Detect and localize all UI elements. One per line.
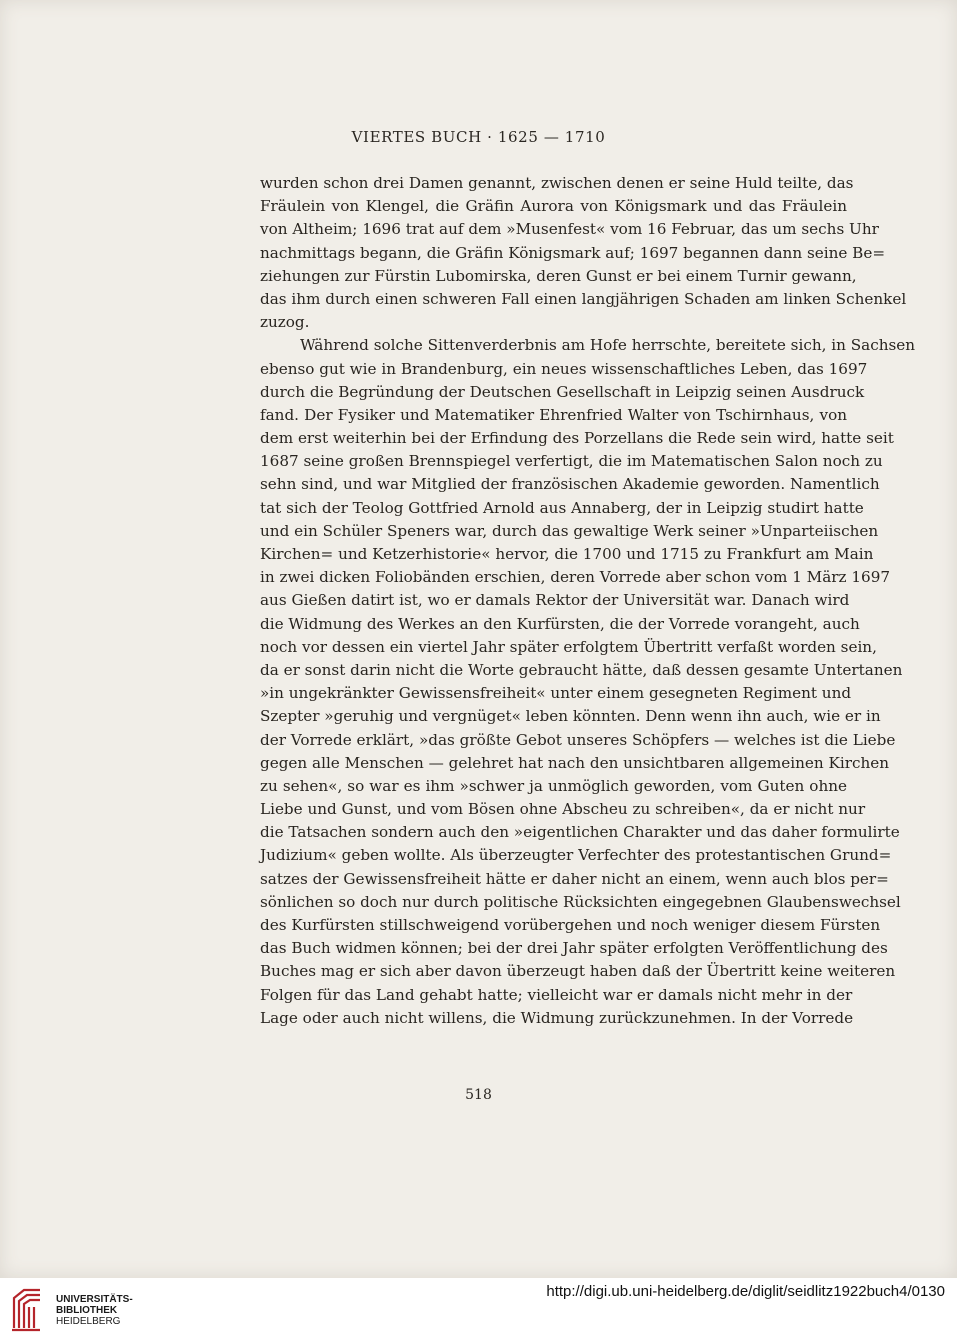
- text-line: »in ungekränkter Gewissensfreiheit« unter einem gesegneten Regiment und: [260, 684, 852, 703]
- text-line: und ein Schüler Speners war, durch das gewaltige Werk seiner »Unparteiischen: [260, 521, 879, 540]
- text-line: durch die Begründung der Deutschen Gesellschaft in Leipzig seinen Ausdruck: [260, 382, 865, 401]
- running-head: VIERTES BUCH · 1625 — 1710: [351, 128, 606, 146]
- text-line: des Kurfürsten stillschweigend vorübergehen und noch weniger diesem Fürsten: [260, 916, 881, 934]
- text-line: ebenso gut wie in Brandenburg, ein neues wissenschaftliches Leben, das 1697: [260, 359, 868, 378]
- text-line: Kirchen= und Ketzerhistorie« hervor, die 1700 und 1715 zu Frankfurt am Main: [260, 545, 874, 563]
- text-line: in zwei dicken Foliobänden erschien, deren Vorrede aber schon vom 1 März 1697: [260, 568, 891, 587]
- library-name-line: UNIVERSITÄTS-: [56, 1294, 133, 1305]
- permalink-url[interactable]: http://digi.ub.uni-heidelberg.de/diglit/seidlitz1922buch4/0130: [546, 1283, 945, 1300]
- text-line: Folgen für das Land gehabt hatte; vielleicht war er damals nicht mehr in der: [260, 985, 853, 1004]
- text-line: Lage oder auch nicht willens, die Widmung zurückzunehmen. In der Vorrede: [260, 1008, 854, 1027]
- body-text: [260, 172, 916, 1030]
- text-line: die Widmung des Werkes an den Kurfürsten, die der Vorrede vorangeht, auch: [260, 614, 860, 633]
- library-name-line: BIBLIOTHEK: [56, 1305, 118, 1316]
- text-line: ziehungen zur Fürstin Lubomirska, deren Gunst er bei einem Turnir gewann,: [260, 266, 857, 285]
- library-name-line: HEIDELBERG: [56, 1316, 121, 1327]
- text-line: Buches mag er sich aber davon überzeugt haben daß der Übertritt keine weiteren: [260, 962, 896, 981]
- text-line: dem erst weiterhin bei der Erfindung des Porzellans die Rede sein wird, hatte seit: [260, 429, 894, 448]
- text-line: von Altheim; 1696 trat auf dem »Musenfest« vom 16 Februar, das um sechs Uhr: [260, 220, 879, 239]
- text-line: Szepter »geruhig und vergnüget« leben könnten. Denn wenn ihn auch, wie er in: [260, 707, 881, 726]
- text-line: aus Gießen datirt ist, wo er damals Rektor der Universität war. Danach wird: [260, 591, 850, 610]
- page-number: 518: [465, 1087, 492, 1103]
- text-line: das ihm durch einen schweren Fall einen langjährigen Schaden am linken Schenkel: [260, 289, 907, 308]
- library-name: [56, 1294, 133, 1327]
- text-line: die Tatsachen sondern auch den »eigentlichen Charakter und das daher formulirte: [260, 823, 900, 842]
- text-line: Liebe und Gunst, und vom Bösen ohne Abscheu zu schreiben«, da er nicht nur: [260, 800, 866, 819]
- text-line: zu sehen«, so war es ihm »schwer ja unmöglich geworden, vom Guten ohne: [260, 776, 847, 795]
- text-line: der Vorrede erklärt, »das größte Gebot unseres Schöpfers — welches ist die Liebe: [260, 730, 896, 749]
- text-line: noch vor dessen ein viertel Jahr später erfolgtem Übertritt verfaßt worden sein,: [260, 637, 877, 656]
- text-line: 1687 seine großen Brennspiegel verfertigt, die im Matematischen Salon noch zu: [260, 452, 883, 471]
- text-line: da er sonst darin nicht die Worte gebraucht hätte, daß dessen gesamte Untertanen: [260, 660, 903, 679]
- text-line: fand. Der Fysiker und Matematiker Ehrenfried Walter von Tschirnhaus, von: [260, 405, 847, 424]
- text-line: tat sich der Teolog Gottfried Arnold aus Annaberg, der in Leipzig studirt hatte: [260, 498, 864, 517]
- text-line: nachmittags begann, die Gräfin Königsmark auf; 1697 begannen dann seine Be=: [260, 243, 886, 262]
- text-line: Judizium« geben wollte. Als überzeugter Verfechter des protestantischen Grund=: [260, 846, 892, 865]
- text-line: Fräulein von Klengel, die Gräfin Aurora von Königsmark und das Fräulein: [260, 197, 847, 216]
- text-line: zuzog.: [260, 313, 310, 332]
- text-line: gegen alle Menschen — gelehret hat nach den unsichtbaren allgemeinen Kirchen: [260, 753, 890, 772]
- text-line: satzes der Gewissensfreiheit hätte er daher nicht an einem, wenn auch blos per=: [260, 869, 889, 888]
- text-line: wurden schon drei Damen genannt, zwischen denen er seine Huld teilte, das: [260, 174, 854, 192]
- text-line: das Buch widmen können; bei der drei Jahr später erfolgten Veröffentlichung des: [260, 939, 888, 958]
- text-line: sehn sind, und war Mitglied der französischen Akademie geworden. Namentlich: [260, 475, 880, 494]
- heidelberg-library-logo-icon: [10, 1284, 46, 1334]
- text-line: Während solche Sittenverderbnis am Hofe herrschte, bereitete sich, in Sachsen: [300, 336, 916, 355]
- viewer-footer: [0, 1278, 957, 1341]
- text-line: sönlichen so doch nur durch politische Rücksichten eingegebnen Glaubenswechsel: [260, 892, 901, 911]
